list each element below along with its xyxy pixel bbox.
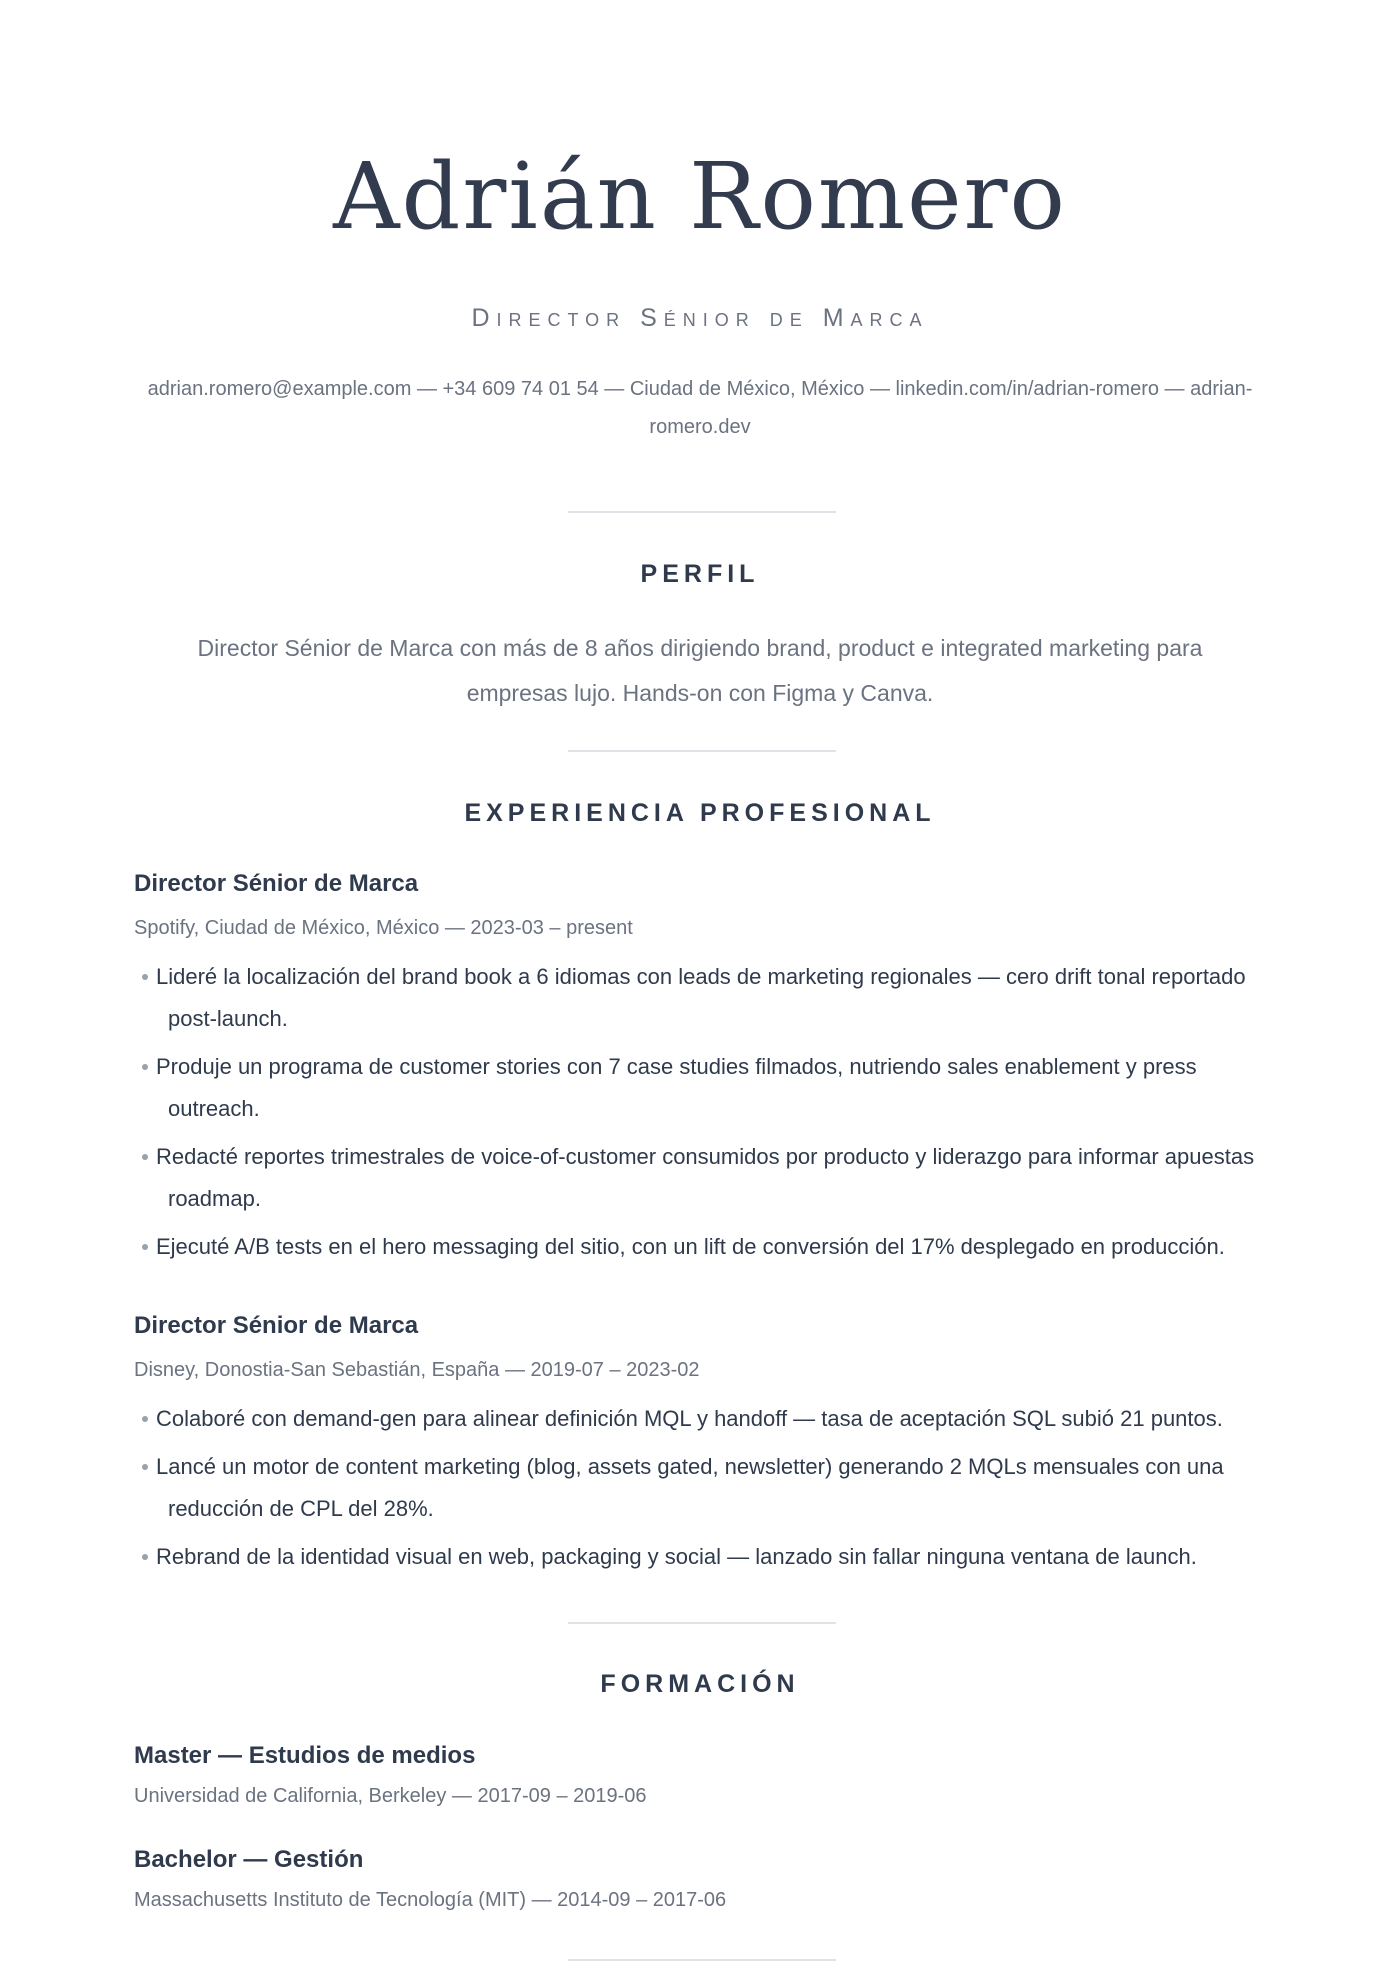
job-meta: Disney, Donostia-San Sebastián, España — 2019-07 – 2023-02 (134, 1359, 700, 1381)
job-bullet-text: Rebrand de la identidad visual en web, packaging y social — lanzado sin fallar ninguna ventana de launch. (156, 1544, 1197, 1569)
job-bullets (134, 1398, 1274, 1578)
bullet-dot (142, 1416, 148, 1422)
job-bullet (134, 1536, 1274, 1578)
job-bullet (134, 1446, 1274, 1530)
bullet-dot (142, 974, 148, 980)
bullet-dot (142, 1464, 148, 1470)
section-divider (568, 1622, 836, 1624)
job-bullet-text: Redacté reportes trimestrales de voice-of-customer consumidos por producto y liderazgo para informar apuestas roadmap. (156, 1144, 1255, 1211)
job-bullet-text: Colaboré con demand-gen para alinear definición MQL y handoff — tasa de aceptación SQL subió 21 puntos. (156, 1406, 1223, 1431)
job-entry (134, 868, 1274, 1274)
education-degree: Bachelor — Gestión (134, 1846, 364, 1873)
bullet-dot (142, 1064, 148, 1070)
bullet-dot (142, 1154, 148, 1160)
job-role: Director Sénior de Marca (134, 1312, 419, 1339)
education-entry (134, 1844, 1274, 1916)
experience-heading: EXPERIENCIA PROFESIONAL (464, 799, 936, 827)
job-bullet-text: Lideré la localización del brand book a 6 idiomas con leads de marketing regionales — cero drift tonal reportado post-launch. (156, 964, 1246, 1031)
profile-heading: PERFIL (640, 560, 760, 588)
candidate-name: Adrián Romero (333, 143, 1067, 250)
bullet-dot (142, 1244, 148, 1250)
job-meta: Spotify, Ciudad de México, México — 2023-03 – present (134, 917, 633, 939)
bullet-dot (142, 1554, 148, 1560)
job-entry (134, 1310, 1274, 1584)
section-divider (568, 1959, 836, 1961)
section-divider (568, 750, 836, 752)
candidate-title: Director Sénior de Marca (471, 304, 929, 332)
education-entry (134, 1740, 1274, 1812)
education-degree: Master — Estudios de medios (134, 1742, 476, 1769)
contact-line: adrian.romero@example.com — +34 609 74 01 54 — Ciudad de México, México — linkedin.com/in/adrian-romero — adrian-romero.dev (147, 378, 1253, 438)
job-bullet (134, 1398, 1274, 1440)
job-bullet-text: Lancé un motor de content marketing (blog, assets gated, newsletter) generando 2 MQLs mensuales con una reducción de CPL del 28%. (156, 1454, 1224, 1521)
profile-summary: Director Sénior de Marca con más de 8 años dirigiendo brand, product e integrated marketing para empresas lujo. Hands-on con Figma y Canva. (197, 635, 1203, 706)
job-bullet (134, 956, 1274, 1040)
job-role: Director Sénior de Marca (134, 870, 419, 897)
education-heading: FORMACIÓN (600, 1670, 800, 1698)
job-bullet (134, 1226, 1274, 1268)
job-bullet-text: Ejecuté A/B tests en el hero messaging del sitio, con un lift de conversión del 17% desplegado en producción. (156, 1234, 1225, 1259)
section-divider (568, 511, 836, 513)
job-bullet-text: Produje un programa de customer stories con 7 case studies filmados, nutriendo sales enablement y press outreach. (156, 1054, 1197, 1121)
job-bullets (134, 956, 1274, 1268)
education-meta: Massachusetts Instituto de Tecnología (MIT) — 2014-09 – 2017-06 (134, 1889, 727, 1911)
job-bullet (134, 1136, 1274, 1220)
job-bullet (134, 1046, 1274, 1130)
education-meta: Universidad de California, Berkeley — 2017-09 – 2019-06 (134, 1785, 647, 1807)
